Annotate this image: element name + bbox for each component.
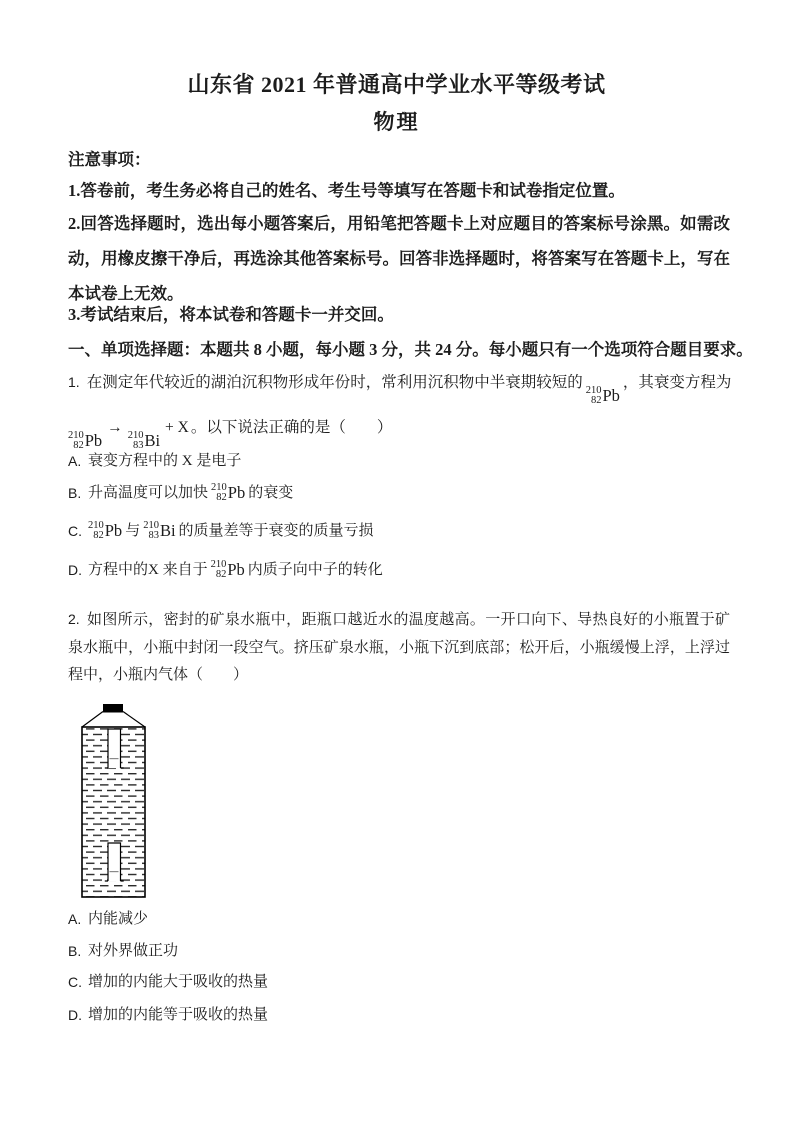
nuclide-symbol: Pb xyxy=(227,559,245,579)
nuclide-symbol: Bi xyxy=(159,520,176,540)
small-bottle-bottom xyxy=(105,843,124,881)
question-2-number: 2. xyxy=(68,611,80,627)
question-1-stem-suffix: 。以下说法正确的是（ ） xyxy=(190,419,393,436)
question-1-intro xyxy=(68,369,730,406)
nuclide-bi-210-83 xyxy=(143,521,175,541)
option-letter: B. xyxy=(68,485,82,501)
option-text: 增加的内能大于吸收的热量 xyxy=(88,974,269,990)
option-text: 方程中的X 来自于 xyxy=(88,562,208,578)
option-letter: C. xyxy=(68,974,82,990)
question-2-stem xyxy=(68,606,730,690)
notice-item-2: 2.回答选择题时，选出每小题答案后，用铅笔把答题卡上对应题目的答案标号涂黑。如需改动，用橡皮擦干净后，再选涂其他答案标号。回答非选择题时，将答案写在答题卡上，写在本试卷上无效。 xyxy=(68,214,730,303)
option-text: 衰变方程中的 X 是电子 xyxy=(88,453,242,469)
option-letter: D. xyxy=(68,1007,82,1023)
section-1-heading: 一、单项选择题：本题共 8 小题，每小题 3 分，共 24 分。每小题只有一个选项符合题目要求。 xyxy=(68,340,753,359)
option-text: 的衰变 xyxy=(248,485,294,501)
nuclide-charge: 83 xyxy=(148,530,159,541)
option-letter: C. xyxy=(68,523,82,539)
option-letter: A. xyxy=(68,453,82,469)
option-letter: D. xyxy=(68,562,82,578)
nuclide-pb-210-82 xyxy=(88,521,122,541)
option-letter: B. xyxy=(68,943,82,959)
question-2-text: 如图所示，密封的矿泉水瓶中，距瓶口越近水的温度越高。一开口向下、导热良好的小瓶置于矿泉水瓶中，小瓶中封闭一段空气。挤压矿泉水瓶，小瓶下沉到底部；松开后，小瓶缓慢上浮，上浮过程中，小瓶内气体（ ） xyxy=(68,612,730,683)
notice-heading: 注意事项： xyxy=(68,150,151,169)
bottle-shoulder-right xyxy=(123,712,145,728)
notice-item-1: 1.答卷前，考生务必将自己的姓名、考生号等填写在答题卡和试卷指定位置。 xyxy=(68,181,625,200)
option-text: 增加的内能等于吸收的热量 xyxy=(88,1007,269,1023)
nuclide-pb-210-82 xyxy=(68,431,102,451)
notice-item-3: 3.考试结束后，将本试卷和答题卡一并交回。 xyxy=(68,305,394,324)
question-1-text-after: ，其衰变方程为 xyxy=(622,374,732,391)
q2-option-d xyxy=(68,1004,730,1026)
nuclide-pb-210-82 xyxy=(211,560,245,580)
small-bottle-top xyxy=(105,729,124,768)
option-text: 与 xyxy=(125,523,141,539)
q2-option-c xyxy=(68,971,730,993)
nuclide-mass: 210 xyxy=(211,482,227,493)
nuclide-mass: 210 xyxy=(68,430,84,441)
nuclide-charge: 82 xyxy=(216,492,227,503)
nuclide-symbol: Pb xyxy=(84,430,103,450)
q1-option-c xyxy=(68,520,730,542)
page-title: 山东省 2021 年普通高中学业水平等级考试 xyxy=(187,72,606,97)
nuclide-symbol: Bi xyxy=(144,430,161,450)
question-1-equation xyxy=(68,415,730,451)
nuclide-pb-210-82 xyxy=(586,386,620,406)
nuclide-bi-210-83 xyxy=(128,431,160,451)
q1-option-a xyxy=(68,450,730,472)
nuclide-charge: 82 xyxy=(215,569,227,580)
q2-option-a xyxy=(68,908,730,930)
nuclide-symbol: Pb xyxy=(104,520,123,540)
option-text: 对外界做正功 xyxy=(88,943,179,959)
nuclide-symbol: Pb xyxy=(227,482,246,502)
mineral-water-bottle-diagram xyxy=(78,698,150,904)
nuclide-mass: 210 xyxy=(143,520,159,531)
nuclide-charge: 83 xyxy=(132,440,144,451)
option-text: 升高温度可以加快 xyxy=(88,485,209,501)
nuclide-pb-210-82 xyxy=(211,483,245,503)
bottle-shoulder-left xyxy=(82,712,103,728)
nuclide-charge: 82 xyxy=(590,395,602,406)
option-text: 内能减少 xyxy=(88,911,149,927)
small-bottle-top-water-level xyxy=(110,758,119,759)
small-bottle-bottom-water-level xyxy=(110,871,119,872)
page-subject: 物理 xyxy=(373,110,420,134)
nuclide-mass: 210 xyxy=(127,430,144,441)
nuclide-mass: 210 xyxy=(88,520,104,531)
equation-plus-x: + X xyxy=(165,419,189,436)
option-letter: A. xyxy=(68,911,82,927)
nuclide-mass: 210 xyxy=(585,385,602,396)
option-text: 内质子向中子的转化 xyxy=(247,562,383,578)
bottle-cap xyxy=(103,704,123,713)
option-text: 的质量差等于衰变的质量亏损 xyxy=(178,523,374,539)
q1-option-b xyxy=(68,482,730,504)
nuclide-mass: 210 xyxy=(210,559,227,570)
decay-arrow: → xyxy=(107,419,123,436)
nuclide-symbol: Pb xyxy=(602,385,620,405)
question-2-figure xyxy=(78,698,150,904)
q2-option-b xyxy=(68,940,730,962)
nuclide-charge: 82 xyxy=(73,440,84,451)
q1-option-d xyxy=(68,559,730,581)
question-1-number: 1. xyxy=(68,374,80,390)
nuclide-charge: 82 xyxy=(93,530,104,541)
question-1-text-before: 在测定年代较近的湖泊沉积物形成年份时，常利用沉积物中半衰期较短的 xyxy=(86,374,583,391)
